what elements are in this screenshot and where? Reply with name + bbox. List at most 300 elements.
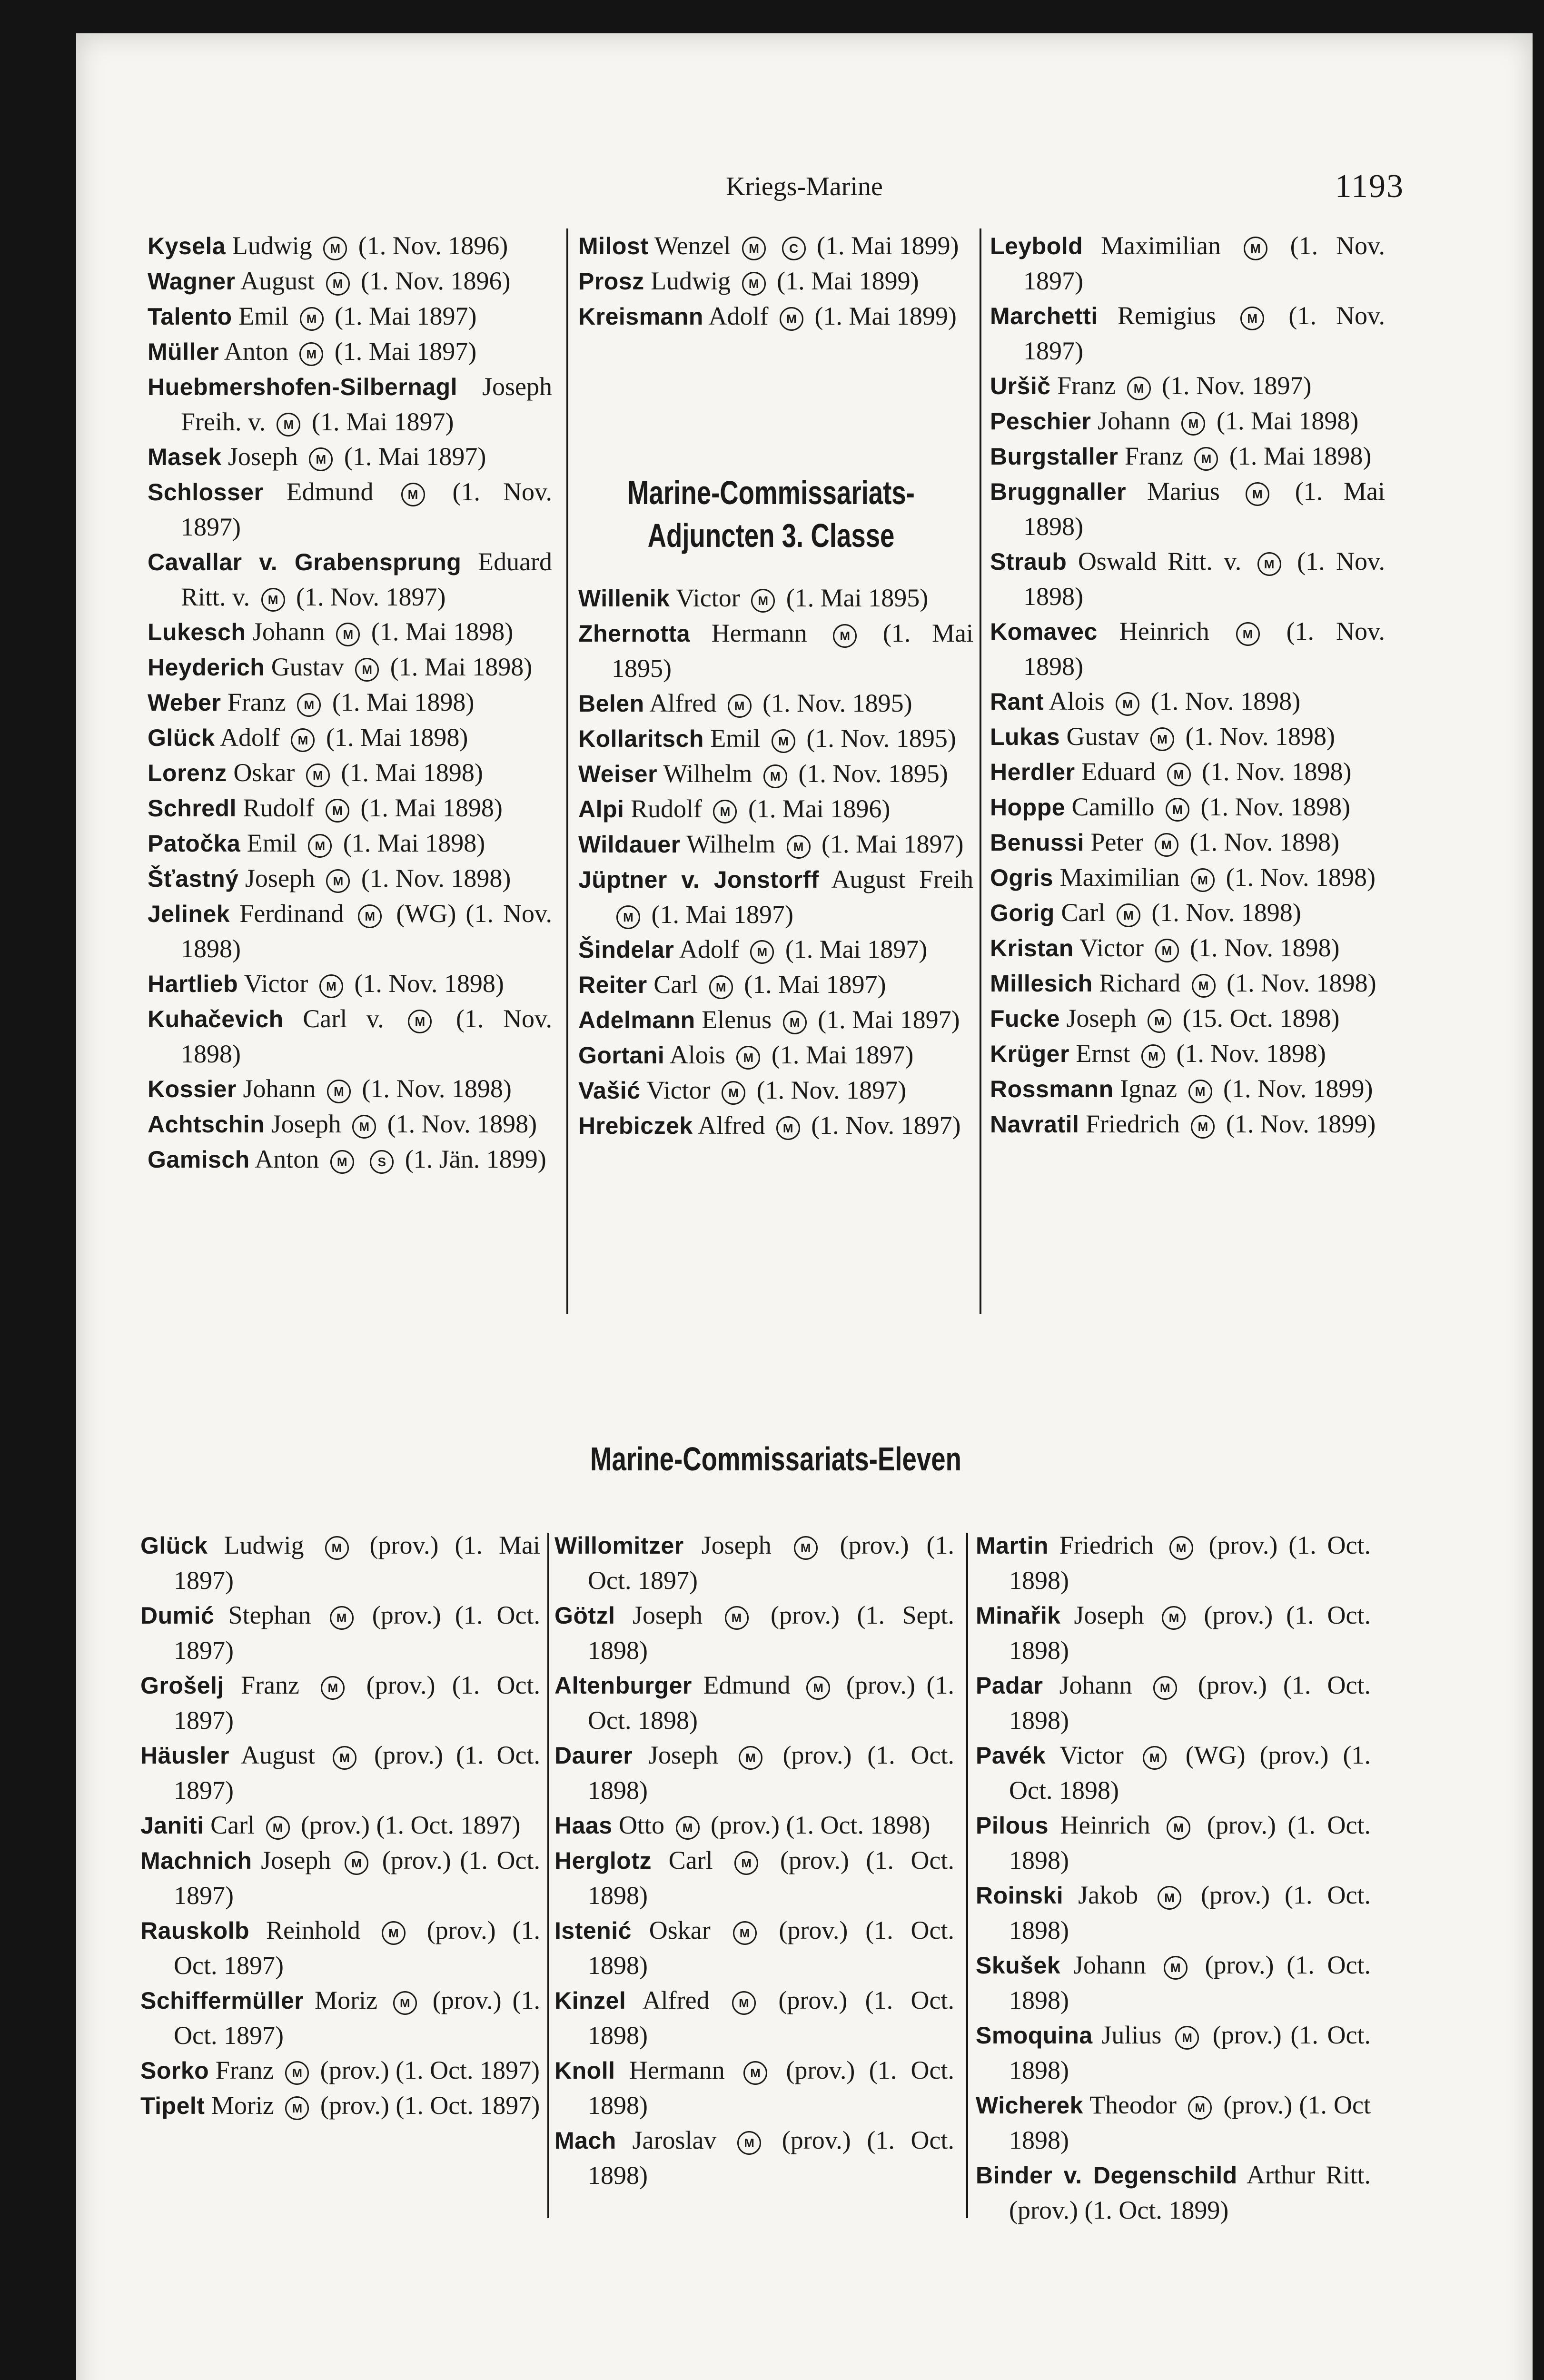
officer-entry [990,966,1385,1001]
officer-entry [578,616,973,686]
medal-m-icon: M [308,834,332,858]
entry-text: Hermann [711,619,829,647]
entry-text: Johann [243,1074,322,1103]
entry-text: Ludwig [232,231,319,260]
surname: Lukesch [148,619,246,645]
medal-m-icon: M [780,307,803,331]
entry-text: Jakob [1078,1881,1153,1909]
officer-entry [148,1142,552,1177]
entry-text: (1. Nov. 1898) [355,864,511,892]
officer-entry [554,1983,954,2053]
entry-text [359,1145,366,1173]
officer-entry [578,792,973,827]
officer-entry [976,1668,1371,1738]
entry-text: August [240,267,321,295]
medal-m-icon: M [297,693,321,717]
officer-entry [148,966,552,1002]
entry-text: (1. Nov. 1898) [355,1074,512,1103]
medal-m-icon: M [722,1081,745,1105]
entry-text: (prov.) (1. Oct. 1897) [314,2091,540,2120]
entry-text: Carl [653,970,704,999]
officer-entry [554,1808,954,1843]
surname: Heyderich [148,654,265,681]
entry-text: (1. Nov. 1898) [1023,617,1385,681]
medal-m-icon: M [1244,237,1267,260]
surname: Komavec [990,618,1098,645]
entry-text: (prov.) (1. Oct. 1898) [588,1846,954,1910]
entry-text: (1. Nov. 1898) [1023,547,1385,611]
surname: Bruggnaller [990,478,1127,505]
running-title: Kriegs-Marine [726,172,883,201]
officer-entry [990,439,1385,474]
medal-m-icon: M [1191,1115,1215,1139]
entry-text: (prov.) (1. Oct. 1898) [1009,1671,1371,1735]
entry-text: Joseph [701,1531,789,1559]
medal-m-icon: M [1117,903,1140,927]
medal-m-icon: M [326,869,350,893]
entry-text: (1. Nov. 1895) [792,759,948,788]
block1-column-1 [148,228,552,1177]
medal-m-icon: M [1167,1816,1190,1840]
surname: Reiter [578,972,647,998]
officer-entry [148,475,552,545]
medal-m-icon: M [734,1851,758,1875]
surname: Gamisch [148,1146,250,1173]
entry-text: (1. Nov. 1898) [1194,793,1351,821]
officer-entry [578,967,973,1002]
surname: Leybold [990,233,1083,259]
medal-m-icon: M [330,1606,354,1630]
officer-entry [976,1808,1371,1878]
entry-text: Franz [215,2056,281,2084]
surname: Alpi [578,796,624,823]
surname: Pilous [976,1812,1049,1839]
entry-text: Ludwig [224,1531,320,1559]
medal-m-icon: M [300,307,324,331]
officer-entry [140,1843,540,1913]
medal-m-icon: M [326,272,350,296]
surname: Glück [148,724,215,751]
medal-m-icon: M [336,623,360,646]
surname: Müller [148,338,219,365]
entry-text: Alfred [649,689,723,717]
medal-m-icon: M [1143,1746,1167,1770]
entry-text: (1. Nov. 1898) [1183,828,1339,856]
officer-entry [990,1036,1385,1071]
column-divider [566,228,568,1314]
surname: Wagner [148,268,236,295]
officer-entry [554,1528,954,1598]
officer-entry [140,1598,540,1668]
entry-text: Joseph Freih. v. [181,372,552,436]
officer-entry [554,1843,954,1913]
entry-text: (1. Mai 1897) [328,337,477,366]
surname: Gorig [990,900,1055,926]
surname: Kollaritsch [578,725,704,752]
entry-text [771,231,777,260]
surname: Kinzel [554,1987,626,2014]
officer-entry [578,299,973,334]
entry-text: (15. Oct. 1898) [1176,1004,1340,1032]
officer-entry [976,1878,1371,1948]
entry-text: (1. Mai 1897) [337,442,486,471]
officer-entry [148,791,552,826]
surname: Vašić [578,1077,641,1104]
surname: Sorko [140,2057,209,2084]
officer-entry [990,368,1385,404]
surname: Pavék [976,1742,1046,1769]
officer-entry [990,474,1385,544]
officer-entry [148,650,552,685]
medal-m-icon: M [1116,692,1139,716]
officer-entry [148,545,552,615]
medal-m-icon: M [1153,1676,1177,1700]
entry-text: (1. Nov. 1897) [289,583,446,611]
medal-m-icon: M [1166,798,1189,822]
entry-text: Oswald Ritt. v. [1078,547,1253,575]
surname: Schredl [148,795,237,822]
entry-text: (1. Mai 1898) [1023,477,1386,541]
officer-entry [140,1738,540,1808]
entry-text: (1. Mai 1898) [1210,407,1359,435]
officer-entry [578,862,973,932]
entry-text: Alfred [642,1986,727,2014]
entry-text: Theodor [1089,2091,1184,2119]
entry-text: (1. Jän. 1899) [398,1145,546,1173]
entry-text: Rudolf [630,794,709,823]
surname: Hartlieb [148,971,238,997]
entry-text: Adolf [708,302,775,330]
entry-text: (1. Nov. 1898) [1169,1039,1326,1068]
entry-text: Carl [210,1811,261,1839]
entry-text: Julius [1101,2021,1171,2049]
entry-text: Victor [646,1076,717,1104]
officer-entry [554,2053,954,2123]
entry-text: (1. Mai 1898) [354,793,503,822]
entry-text: (prov.) (1. Oct. 1897) [174,1671,541,1735]
surname: Jelinek [148,901,230,927]
entry-text: (prov.) (1. Oct. 1897) [174,1846,540,1910]
heading-line-2: Adjuncten 3. Classe [647,517,895,554]
entry-text: Remigius [1117,301,1236,330]
officer-entry [990,825,1385,860]
medal-m-icon: M [323,237,347,260]
entry-text: Wilhelm [686,830,782,858]
officer-entry [976,1598,1371,1668]
officer-entry [990,404,1385,439]
medal-m-icon: M [1236,622,1260,646]
officer-entry [578,228,973,264]
surname: Grošelj [140,1672,224,1699]
entry-text: (prov.) (1. Oct. 1898) [1009,1601,1371,1665]
officer-entry [578,1002,973,1038]
entry-text: (1. Nov. 1897) [1155,371,1312,400]
entry-text: (1. Mai 1895) [612,619,973,683]
officer-entry [578,721,973,756]
medal-m-icon: M [732,1991,756,2015]
medal-m-icon: M [742,272,766,296]
surname: Altenburger [554,1672,692,1699]
entry-text: Alois [669,1041,732,1069]
surname: Götzl [554,1602,615,1629]
officer-entry [990,228,1385,298]
medal-m-icon: M [737,2131,761,2155]
entry-text: (1. Mai 1898) [365,617,514,646]
medal-m-icon: M [382,1921,406,1945]
entry-text: Joseph [648,1741,734,1769]
medal-m-icon: M [1155,833,1178,857]
surname: Krüger [990,1041,1069,1067]
entry-text: (prov.) (1. Oct. 1898) [588,1986,954,2050]
medal-m-icon: M [750,940,774,964]
officer-entry [148,439,552,475]
entry-text: Oskar [649,1916,728,1944]
officer-entry [976,2018,1371,2088]
entry-text: Carl [1061,898,1112,927]
entry-text: (1. Nov. 1898) [1145,898,1301,927]
entry-text: August Freih [831,865,973,893]
entry-text: (1. Mai 1899) [770,267,919,295]
entry-text: Heinrich [1060,1811,1162,1839]
officer-entry [578,264,973,299]
medal-m-icon: M [1181,412,1205,436]
officer-entry [148,720,552,755]
entry-text: Carl v. [303,1004,404,1033]
entry-text: Victor [244,969,315,998]
medal-c-icon: C [782,237,806,260]
entry-text: Hermann [629,2056,739,2084]
entry-text: (1. Mai 1898) [319,723,468,752]
medal-m-icon: M [713,800,737,823]
page-header [76,168,1533,209]
medal-m-icon: M [1188,1080,1212,1103]
surname: Marchetti [990,303,1098,329]
medal-m-icon: M [355,658,379,682]
entry-text: (prov.) (1. Oct. 1898) [1009,1881,1371,1944]
surname: Benussi [990,829,1085,856]
entry-text: Jaroslav [632,2126,733,2154]
surname: Ogris [990,864,1054,891]
surname: Patočka [148,830,241,857]
entry-text: Johann [1073,1951,1159,1979]
block2-column-1 [140,1528,540,2123]
entry-text: Maximilian [1101,231,1239,260]
entry-text: Carl [668,1846,730,1874]
entry-text: Eduard Ritt. v. [181,547,553,611]
officer-entry [578,756,973,792]
officer-entry [148,861,552,896]
entry-text: Ludwig [651,267,737,295]
medal-m-icon: M [285,2096,309,2120]
surname: Navratil [990,1111,1079,1138]
entry-text: (WG) (1. Nov. 1898) [181,899,553,963]
medal-m-icon: M [333,1746,356,1770]
entry-text: Moriz [211,2091,281,2120]
surname: Masek [148,444,222,470]
surname: Tipelt [140,2092,205,2119]
officer-entry [148,228,552,264]
officer-entry [990,1107,1385,1142]
surname: Jüptner v. Jonstorff [578,866,819,893]
entry-text: Adolf [679,935,746,963]
entry-text: (1. Nov. 1897) [750,1076,907,1104]
officer-entry [976,2158,1371,2228]
entry-text: (1. Nov. 1898) [1219,863,1376,892]
surname: Burgstaller [990,443,1118,470]
entry-text: (1. Mai 1896) [742,794,891,823]
medal-m-icon: M [345,1851,368,1875]
column-divider [966,1533,968,2218]
officer-entry [554,1913,954,1983]
entry-text: Joseph [271,1110,348,1138]
surname: Kysela [148,233,226,259]
medal-m-icon: M [1150,727,1174,751]
surname: Binder v. Degenschild [976,2162,1237,2189]
surname: Dumić [140,1602,215,1629]
entry-text: Joseph [1074,1601,1158,1629]
officer-entry [578,1038,973,1073]
medal-m-icon: M [358,904,382,928]
medal-m-icon: M [261,588,285,612]
entry-text: (prov.) (1. Oct. 1897) [174,1916,540,1980]
entry-text: Richard [1099,969,1187,997]
surname: Schlosser [148,479,264,506]
entry-text: (prov.) (1. Oct. 1898) [588,2056,955,2120]
entry-text: (1. Mai 1897) [737,970,886,999]
officer-entry [578,581,973,616]
entry-text: Alfred [698,1111,772,1140]
surname: Skušek [976,1952,1061,1979]
surname: Peschier [990,408,1091,435]
entry-text: Ernst [1076,1039,1137,1068]
entry-text: (1. Nov. 1898) [181,1004,552,1068]
entry-text: (1. Mai 1899) [810,231,959,260]
surname: Weiser [578,761,658,787]
officer-entry [140,1983,540,2053]
officer-entry [148,299,552,334]
entry-text: (1. Mai 1898) [1223,442,1372,470]
entry-text: Anton [255,1145,326,1173]
entry-text: Franz [227,688,293,716]
entry-text: Joseph [1066,1004,1143,1032]
entry-text: Marius [1147,477,1241,506]
section-heading-eleven: Marine-Commissariats-Eleven [590,1440,961,1478]
medal-m-icon: M [1167,763,1191,786]
medal-m-icon: M [725,1606,749,1630]
medal-m-icon: M [743,2061,767,2085]
surname: Milost [578,233,649,259]
medal-m-icon: M [1175,2026,1199,2050]
medal-m-icon: M [1141,1044,1165,1068]
entry-text: (1. Mai 1898) [337,829,485,857]
medal-m-icon: M [1257,552,1281,576]
officer-entry [140,2053,540,2088]
medal-m-icon: M [776,1116,800,1140]
officer-entry [140,1668,540,1738]
surname: Wildauer [578,831,681,858]
surname: Glück [140,1532,208,1559]
officer-entry [554,2123,954,2193]
entry-text: Emil [247,829,304,857]
medal-m-icon: M [408,1010,432,1033]
officer-entry [148,615,552,650]
officer-entry [990,754,1385,790]
entry-text: Joseph [245,864,322,892]
surname: Hoppe [990,794,1066,821]
medal-m-icon: M [794,1536,818,1560]
officer-entry [140,1808,540,1843]
entry-text: (1. Mai 1897) [815,830,964,858]
entry-text: Maximilian [1059,863,1187,892]
surname: Belen [578,690,644,717]
medal-m-icon: M [676,1816,700,1840]
surname: Zhernotta [578,620,691,647]
entry-text: Franz [241,1671,317,1699]
officer-entry [554,1738,954,1808]
medal-m-icon: M [739,1746,762,1770]
entry-text: (1. Mai 1897) [305,407,454,436]
surname: Prosz [578,268,644,295]
entry-text: (prov.) (1. Oct. 1897) [174,1601,541,1665]
medal-m-icon: M [1162,1606,1186,1630]
medal-m-icon: M [393,1991,417,2015]
entry-text: (prov.) (1. Oct. 1898) [588,1741,955,1805]
medal-m-icon: M [1194,447,1218,471]
entry-text: Eduard [1081,757,1162,786]
entry-text: Elenus [702,1005,778,1034]
surname: Kossier [148,1076,237,1102]
medal-m-icon: M [833,624,857,648]
entry-text: (prov.) (1. Oct. 1897) [314,2056,540,2084]
entry-text: (1. Nov. 1898) [347,969,504,998]
medal-m-icon: M [783,1011,807,1034]
surname: Minařik [976,1602,1061,1629]
officer-entry [976,1738,1371,1808]
entry-text: August [240,1741,328,1769]
surname: Šindelar [578,936,674,963]
entry-text: (1. Nov. 1898) [1183,933,1340,962]
entry-text: Rudolf [243,793,321,822]
surname: Schiffermüller [140,1987,304,2014]
officer-entry [148,264,552,299]
officer-entry [990,719,1385,754]
officer-entry [578,932,973,967]
entry-text: Otto [619,1811,671,1839]
medal-m-icon: M [709,975,733,999]
officer-entry [990,895,1385,931]
surname: Fucke [990,1005,1060,1032]
entry-text: Ignaz [1120,1074,1184,1103]
entry-text: (prov.) (1. Oct. 1897) [174,1741,540,1805]
officer-entry [990,790,1385,825]
column-divider [980,228,981,1314]
medal-m-icon: M [327,1080,351,1103]
surname: Rossmann [990,1076,1114,1102]
entry-text: Franz [1057,371,1122,400]
block2-column-3 [976,1528,1371,2228]
entry-text: (1. Mai 1897) [811,1005,960,1034]
officer-entry [148,755,552,791]
officer-entry [148,1002,552,1071]
surname: Weber [148,689,221,716]
entry-text: (1. Mai 1897) [645,900,793,929]
officer-entry [148,826,552,861]
entry-text: (prov.) (1. Oct. 1898) [704,1811,930,1839]
officer-entry [976,2088,1371,2158]
medal-m-icon: M [763,764,787,788]
medal-m-icon: M [772,729,795,753]
entry-text: Johann [1097,407,1177,435]
